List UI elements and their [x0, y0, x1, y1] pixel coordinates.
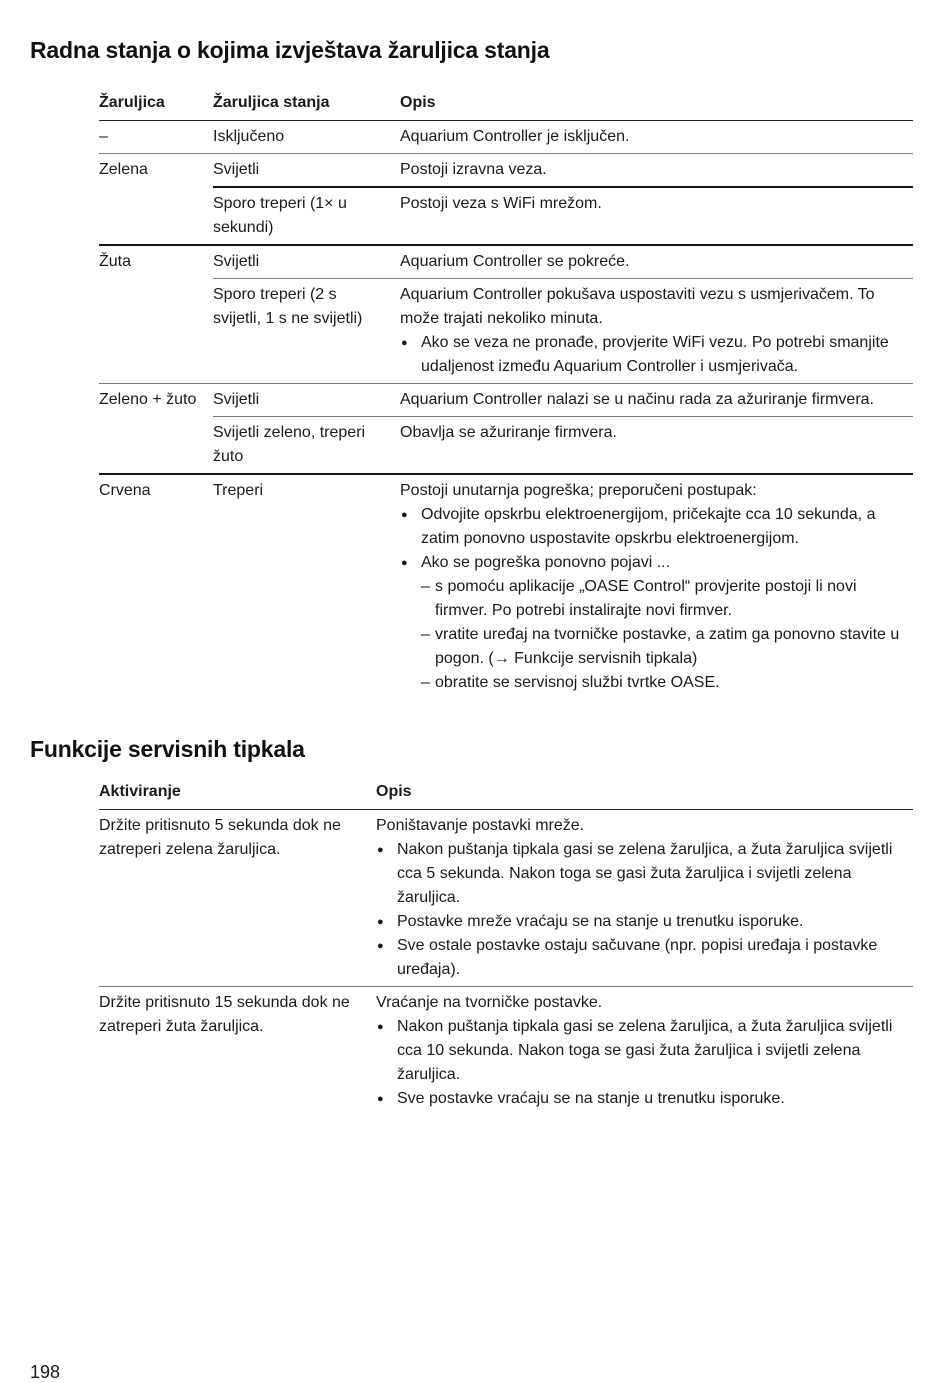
- bullet-item: ● Sve ostale postavke ostaju sačuvane (npr. popisi uređaja i postavke uređaja).: [376, 934, 907, 982]
- desc-cell: Postoji veza s WiFi mrežom.: [400, 187, 913, 245]
- state-cell: Svijetli: [213, 384, 400, 417]
- lamp-cell: Žuta: [99, 245, 213, 279]
- desc-cell: Aquarium Controller se pokreće.: [400, 245, 913, 279]
- table-row: [99, 987, 913, 1116]
- dash-item: – s pomoću aplikacije „OASE Control“ provjerite postoji li novi firmver. Po potrebi instalirajte novi firmver.: [421, 575, 907, 623]
- table-row: [99, 474, 913, 699]
- status-lamp-table: [99, 89, 913, 699]
- action-cell: Držite pritisnuto 15 sekunda dok ne zatreperi žuta žaruljica.: [99, 987, 376, 1116]
- action-cell: Držite pritisnuto 5 sekunda dok ne zatreperi zelena žaruljica.: [99, 817, 341, 858]
- table-row: [99, 810, 913, 987]
- desc-cell: Postoji izravna veza.: [400, 154, 913, 188]
- state-cell: Svijetli zeleno, treperi žuto: [213, 417, 400, 475]
- desc-cell: [400, 279, 913, 384]
- table-header-row: [99, 89, 913, 121]
- bullet-item: ● Odvojite opskrbu elektroenergijom, pričekajte cca 10 sekunda, a zatim ponovno uspostavite opskrbu elektroenergijom.: [400, 503, 907, 551]
- desc-text: Vraćanje na tvorničke postavke.: [376, 994, 603, 1011]
- desc-cell: [400, 474, 913, 699]
- table-row: [99, 245, 913, 279]
- dash-item: – vratite uređaj na tvorničke postavke, a zatim ga ponovno stavite u pogon. (→ Funkcije servisnih tipkala): [421, 623, 907, 671]
- table-row: [99, 279, 913, 384]
- desc-cell: [376, 987, 913, 1116]
- desc-text: Poništavanje postavki mreže.: [376, 817, 585, 834]
- state-cell: Svijetli: [213, 154, 400, 188]
- desc-cell: Obavlja se ažuriranje firmvera.: [400, 417, 913, 475]
- header-activation: Aktiviranje: [99, 778, 376, 810]
- header-description: Opis: [400, 89, 913, 121]
- bullet-item: ● Sve postavke vraćaju se na stanje u trenutku isporuke.: [376, 1087, 907, 1111]
- header-lamp-state: Žaruljica stanja: [213, 89, 400, 121]
- header-description: Opis: [376, 778, 913, 810]
- state-cell: Treperi: [213, 474, 400, 699]
- state-cell: Sporo treperi (1× u sekundi): [213, 187, 400, 245]
- table-row: [99, 121, 913, 154]
- desc-text: Postoji unutarnja pogreška; preporučeni postupak:: [400, 482, 757, 499]
- dash-list: [421, 575, 907, 695]
- bullet-list: [376, 1015, 907, 1111]
- lamp-cell: [99, 279, 213, 384]
- table-row: [99, 187, 913, 245]
- bullet-item: ● Nakon puštanja tipkala gasi se zelena žaruljica, a žuta žaruljica svijetli cca 5 sekunda. Nakon toga se gasi žuta žaruljica i svijetli zelena žaruljica.: [376, 838, 907, 910]
- desc-cell: Aquarium Controller je isključen.: [400, 128, 630, 145]
- desc-cell: [376, 810, 913, 987]
- header-lamp: Žaruljica: [99, 89, 213, 121]
- desc-cell: Aquarium Controller nalazi se u načinu rada za ažuriranje firmvera.: [400, 384, 913, 417]
- table-header-row: [99, 778, 913, 810]
- lamp-cell: [99, 417, 213, 475]
- bullet-item: ● Nakon puštanja tipkala gasi se zelena žaruljica, a žuta žaruljica svijetli cca 10 sekunda. Nakon toga se gasi žuta žaruljica i svijetli zelena žaruljica.: [376, 1015, 907, 1087]
- dash-item: – obratite se servisnoj službi tvrtke OASE.: [421, 671, 907, 695]
- bullet-text: ● Ako se pogreška ponovno pojavi ...: [421, 554, 671, 571]
- state-cell: Sporo treperi (2 s svijetli, 1 s ne svijetli): [213, 279, 400, 384]
- lamp-cell: Zelena: [99, 154, 213, 188]
- bullet-item: ● Postavke mreže vraćaju se na stanje u trenutku isporuke.: [376, 910, 907, 934]
- lamp-cell: [99, 187, 213, 245]
- service-button-table: [99, 778, 913, 1115]
- bullet-item: ● Ako se veza ne pronađe, provjerite WiFi vezu. Po potrebi smanjite udaljenost između Aquarium Controller i usmjerivača.: [400, 331, 907, 379]
- lamp-cell: Zeleno + žuto: [99, 384, 213, 417]
- table-row: [99, 154, 913, 188]
- desc-text: Aquarium Controller pokušava uspostaviti vezu s usmjerivačem. To može trajati nekoliko minuta.: [400, 286, 875, 327]
- state-cell: Isključeno: [213, 128, 285, 145]
- table-row: [99, 384, 913, 417]
- bullet-list: [400, 331, 907, 379]
- lamp-cell: –: [99, 128, 108, 145]
- bullet-list: [400, 503, 907, 695]
- section-title-status-lamp: Radna stanja o kojima izvještava žaruljica stanja: [30, 37, 550, 63]
- table-row: [99, 417, 913, 475]
- lamp-cell: Crvena: [99, 474, 213, 699]
- bullet-item: [400, 551, 907, 695]
- section-title-service-buttons: Funkcije servisnih tipkala: [30, 736, 305, 762]
- state-cell: Svijetli: [213, 245, 400, 279]
- page-number: 198: [30, 1362, 61, 1382]
- bullet-list: [376, 838, 907, 982]
